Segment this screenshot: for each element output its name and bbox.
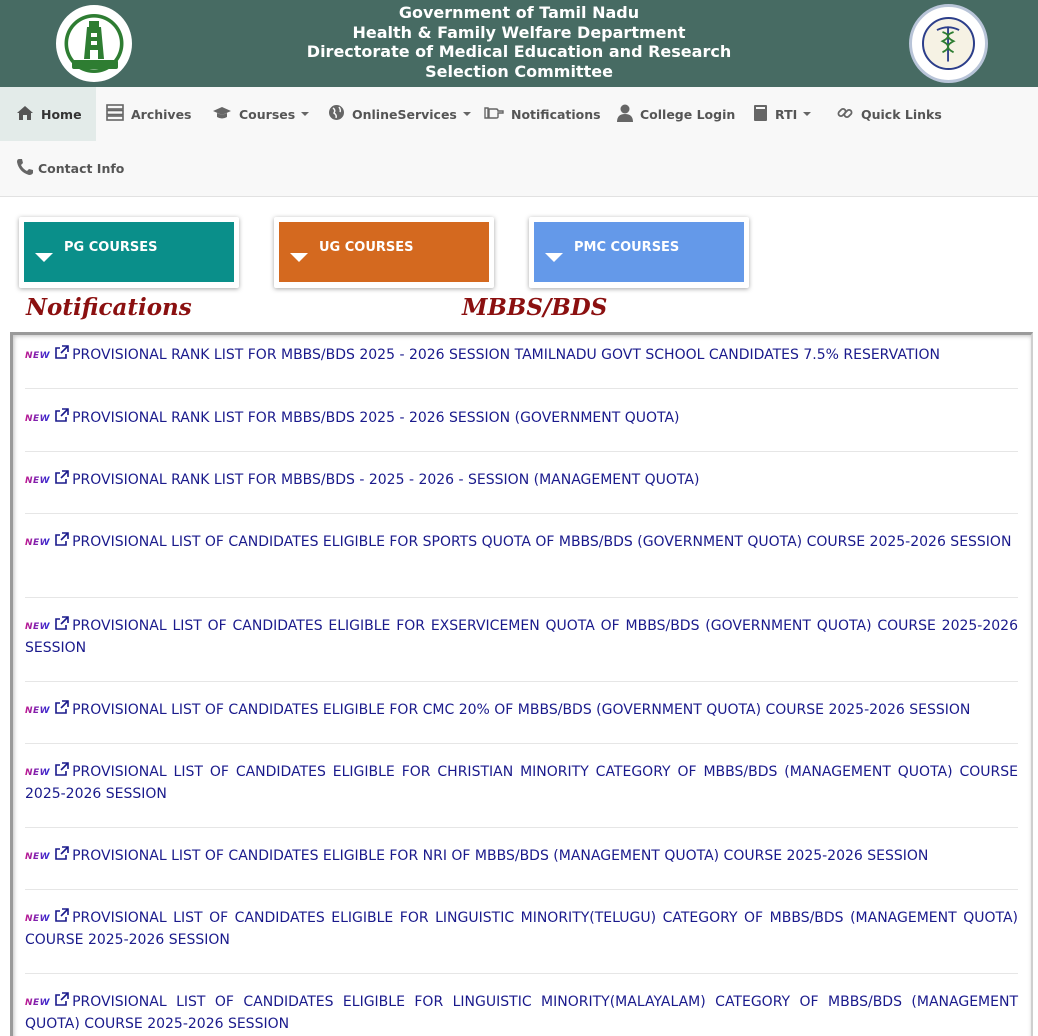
notice-item[interactable]: [25, 700, 1018, 744]
header-line-department: Health & Family Welfare Department: [352, 22, 686, 42]
new-badge: NEW: [25, 993, 50, 1014]
chevron-down-icon: [803, 112, 811, 116]
user-icon: [617, 104, 633, 125]
external-link-icon: [54, 700, 69, 715]
notice-item[interactable]: [25, 992, 1018, 1036]
notice-link[interactable]: PROVISIONAL LIST OF CANDIDATES ELIGIBLE FOR CHRISTIAN MINORITY CATEGORY OF MBBS/BDS (MANAGEMENT QUOTA) COURSE 2025-2026 SESSION: [25, 764, 1018, 802]
globe-icon: [328, 104, 345, 124]
pmc-courses-button[interactable]: [529, 217, 749, 288]
notice-link[interactable]: PROVISIONAL LIST OF CANDIDATES ELIGIBLE FOR NRI OF MBBS/BDS (MANAGEMENT QUOTA) COURSE 2025-2026 SESSION: [72, 848, 929, 864]
ug-courses-button[interactable]: [274, 217, 494, 288]
notice-item[interactable]: [25, 470, 1018, 514]
nav-rti[interactable]: [753, 87, 811, 141]
pg-courses-label: PG COURSES: [64, 239, 158, 255]
link-icon: [836, 104, 854, 125]
chevron-down-icon: [301, 112, 309, 116]
external-link-icon: [54, 908, 69, 923]
nav-college-login[interactable]: [617, 87, 735, 141]
new-badge: NEW: [25, 701, 50, 722]
dme-logo[interactable]: [909, 4, 988, 83]
notice-item[interactable]: [25, 532, 1018, 598]
nav-contact-info[interactable]: [16, 141, 124, 195]
nav-college-login-label: College Login: [640, 106, 736, 122]
notice-item[interactable]: [25, 616, 1018, 682]
nav-quick-links-label: Quick Links: [861, 106, 942, 122]
notice-item[interactable]: [25, 846, 1018, 890]
new-badge: NEW: [25, 763, 50, 784]
notice-link[interactable]: PROVISIONAL LIST OF CANDIDATES ELIGIBLE FOR LINGUISTIC MINORITY(MALAYALAM) CATEGORY OF MBBS/BDS (MANAGEMENT QUOTA) COURSE 2025-2026 SESSION: [25, 994, 1018, 1032]
ug-courses-face: [279, 222, 489, 282]
ug-courses-label: UG COURSES: [319, 239, 414, 255]
hand-pointer-icon: [484, 105, 504, 123]
nav-online-services-label: OnlineServices: [352, 106, 457, 122]
external-link-icon: [54, 846, 69, 861]
nav-archives[interactable]: [106, 87, 192, 141]
new-badge: NEW: [25, 909, 50, 930]
main-navbar: [0, 87, 1038, 197]
phone-icon: [16, 158, 34, 179]
external-link-icon: [54, 408, 69, 423]
notifications-heading: Notifications: [26, 294, 192, 321]
category-heading: MBBS/BDS: [462, 294, 608, 321]
header-line-government: Government of Tamil Nadu: [398, 3, 640, 22]
new-badge: NEW: [25, 617, 50, 638]
notice-link[interactable]: PROVISIONAL LIST OF CANDIDATES ELIGIBLE FOR LINGUISTIC MINORITY(TELUGU) CATEGORY OF MBBS/BDS (MANAGEMENT QUOTA) COURSE 2025-2026 SESSION: [25, 910, 1018, 948]
new-badge: NEW: [25, 409, 50, 430]
nav-quick-links[interactable]: [836, 87, 942, 141]
notice-item[interactable]: [25, 908, 1018, 974]
caret-down-icon: [290, 253, 308, 262]
new-badge: NEW: [25, 847, 50, 868]
notice-item[interactable]: [25, 345, 1018, 389]
nav-courses[interactable]: [212, 87, 309, 141]
new-badge: NEW: [25, 533, 50, 554]
notice-link[interactable]: PROVISIONAL RANK LIST FOR MBBS/BDS - 2025 - 2026 - SESSION (MANAGEMENT QUOTA): [72, 472, 700, 488]
notice-link[interactable]: PROVISIONAL LIST OF CANDIDATES ELIGIBLE FOR SPORTS QUOTA OF MBBS/BDS (GOVERNMENT QUOTA) COURSE 2025-2026 SESSION: [72, 534, 1012, 550]
external-link-icon: [54, 345, 69, 360]
caduceus-icon: [922, 17, 975, 70]
book-icon: [753, 104, 768, 125]
nav-home[interactable]: [0, 87, 96, 141]
chevron-down-icon: [463, 112, 471, 116]
external-link-icon: [54, 470, 69, 485]
notice-link[interactable]: PROVISIONAL RANK LIST FOR MBBS/BDS 2025 - 2026 SESSION (GOVERNMENT QUOTA): [72, 410, 680, 426]
archive-icon: [106, 104, 124, 124]
pg-courses-button[interactable]: [19, 217, 239, 288]
external-link-icon: [54, 762, 69, 777]
caret-down-icon: [35, 253, 53, 262]
notice-item[interactable]: [25, 408, 1018, 452]
graduation-cap-icon: [212, 106, 232, 123]
new-badge: NEW: [25, 471, 50, 492]
nav-notifications[interactable]: [484, 87, 601, 141]
nav-rti-label: RTI: [775, 106, 798, 122]
pg-courses-face: [24, 222, 234, 282]
new-badge: NEW: [25, 346, 50, 367]
pmc-courses-label: PMC COURSES: [574, 239, 680, 255]
pmc-courses-face: [534, 222, 744, 282]
notice-link[interactable]: PROVISIONAL LIST OF CANDIDATES ELIGIBLE FOR CMC 20% OF MBBS/BDS (GOVERNMENT QUOTA) COURSE 2025-2026 SESSION: [72, 702, 971, 718]
nav-archives-label: Archives: [131, 106, 192, 122]
nav-online-services[interactable]: [328, 87, 471, 141]
notice-link[interactable]: PROVISIONAL LIST OF CANDIDATES ELIGIBLE FOR EXSERVICEMEN QUOTA OF MBBS/BDS (GOVERNMENT QUOTA) COURSE 2025-2026 SESSION: [25, 618, 1018, 656]
nav-home-label: Home: [41, 106, 82, 122]
header-line-committee: Selection Committee: [425, 61, 613, 81]
header-line-directorate: Directorate of Medical Education and Research: [306, 42, 732, 61]
notice-link[interactable]: PROVISIONAL RANK LIST FOR MBBS/BDS 2025 - 2026 SESSION TAMILNADU GOVT SCHOOL CANDIDATES 7.5% RESERVATION: [72, 347, 940, 363]
nav-courses-label: Courses: [239, 106, 296, 122]
notice-item[interactable]: [25, 762, 1018, 828]
external-link-icon: [54, 532, 69, 547]
home-icon: [16, 105, 34, 124]
site-header: [0, 0, 1038, 87]
nav-contact-info-label: Contact Info: [38, 160, 125, 176]
caret-down-icon: [545, 253, 563, 262]
external-link-icon: [54, 992, 69, 1007]
header-titles: [0, 3, 1038, 81]
external-link-icon: [54, 616, 69, 631]
nav-notifications-label: Notifications: [511, 106, 601, 122]
